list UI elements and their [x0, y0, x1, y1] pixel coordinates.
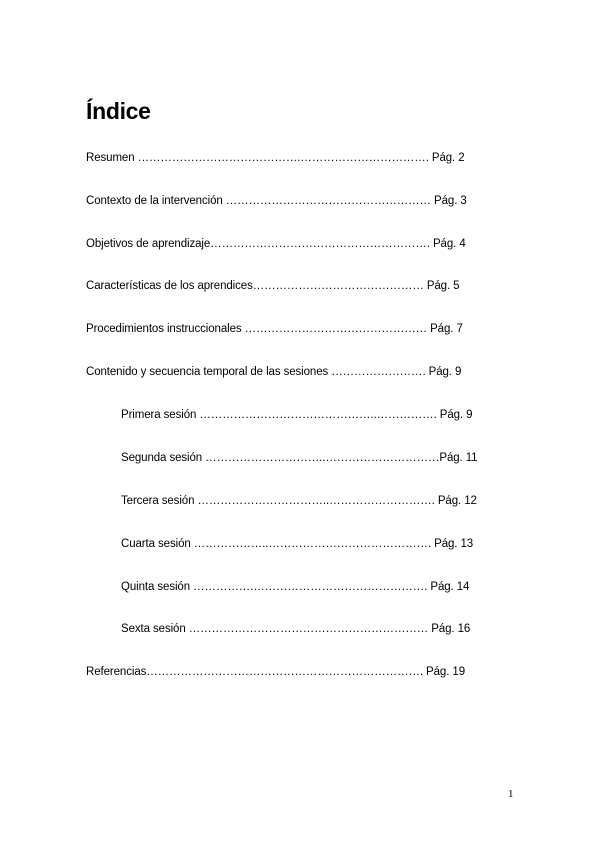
- page-number: 1: [508, 788, 514, 800]
- toc-entry-objetivos: Objetivos de aprendizaje…………………………………………………. Pág. 4: [86, 238, 466, 250]
- toc-entry-quinta-sesion: Quinta sesión …………….………………………………………. Pág. 14: [121, 581, 470, 593]
- toc-entry-tercera-sesion: Tercera sesión ……………………………..………………………. Pág. 12: [121, 495, 477, 507]
- toc-entry-contexto: Contexto de la intervención ……………………………………………… Pág. 3: [86, 195, 467, 207]
- toc-entry-procedimientos: Procedimientos instruccionales ………………………………………… Pág. 7: [86, 323, 463, 335]
- toc-entry-contenido: Contenido y secuencia temporal de las sesiones ……………………. Pág. 9: [86, 366, 462, 378]
- toc-entry-segunda-sesion: Segunda sesión …………………………..…………………………Pág. 11: [121, 452, 478, 464]
- toc-entry-resumen: Resumen …………………………………….……………………………. Pág. 2: [86, 152, 465, 164]
- toc-entry-referencias: Referencias………………………………………………………………. Pág. 19: [86, 666, 465, 678]
- toc-entry-primera-sesion: Primera sesión ………………………………………..……………. Pág. 9: [121, 409, 473, 421]
- toc-entry-cuarta-sesion: Cuarta sesión ………………..……………………………………. Pág. 13: [121, 538, 474, 550]
- toc-entry-sexta-sesion: Sexta sesión ……………………………………………………… Pág. 16: [121, 623, 471, 635]
- page-title: Índice: [86, 98, 151, 124]
- toc-entry-caracteristicas: Características de los aprendices……………………………………… Pág. 5: [86, 280, 460, 292]
